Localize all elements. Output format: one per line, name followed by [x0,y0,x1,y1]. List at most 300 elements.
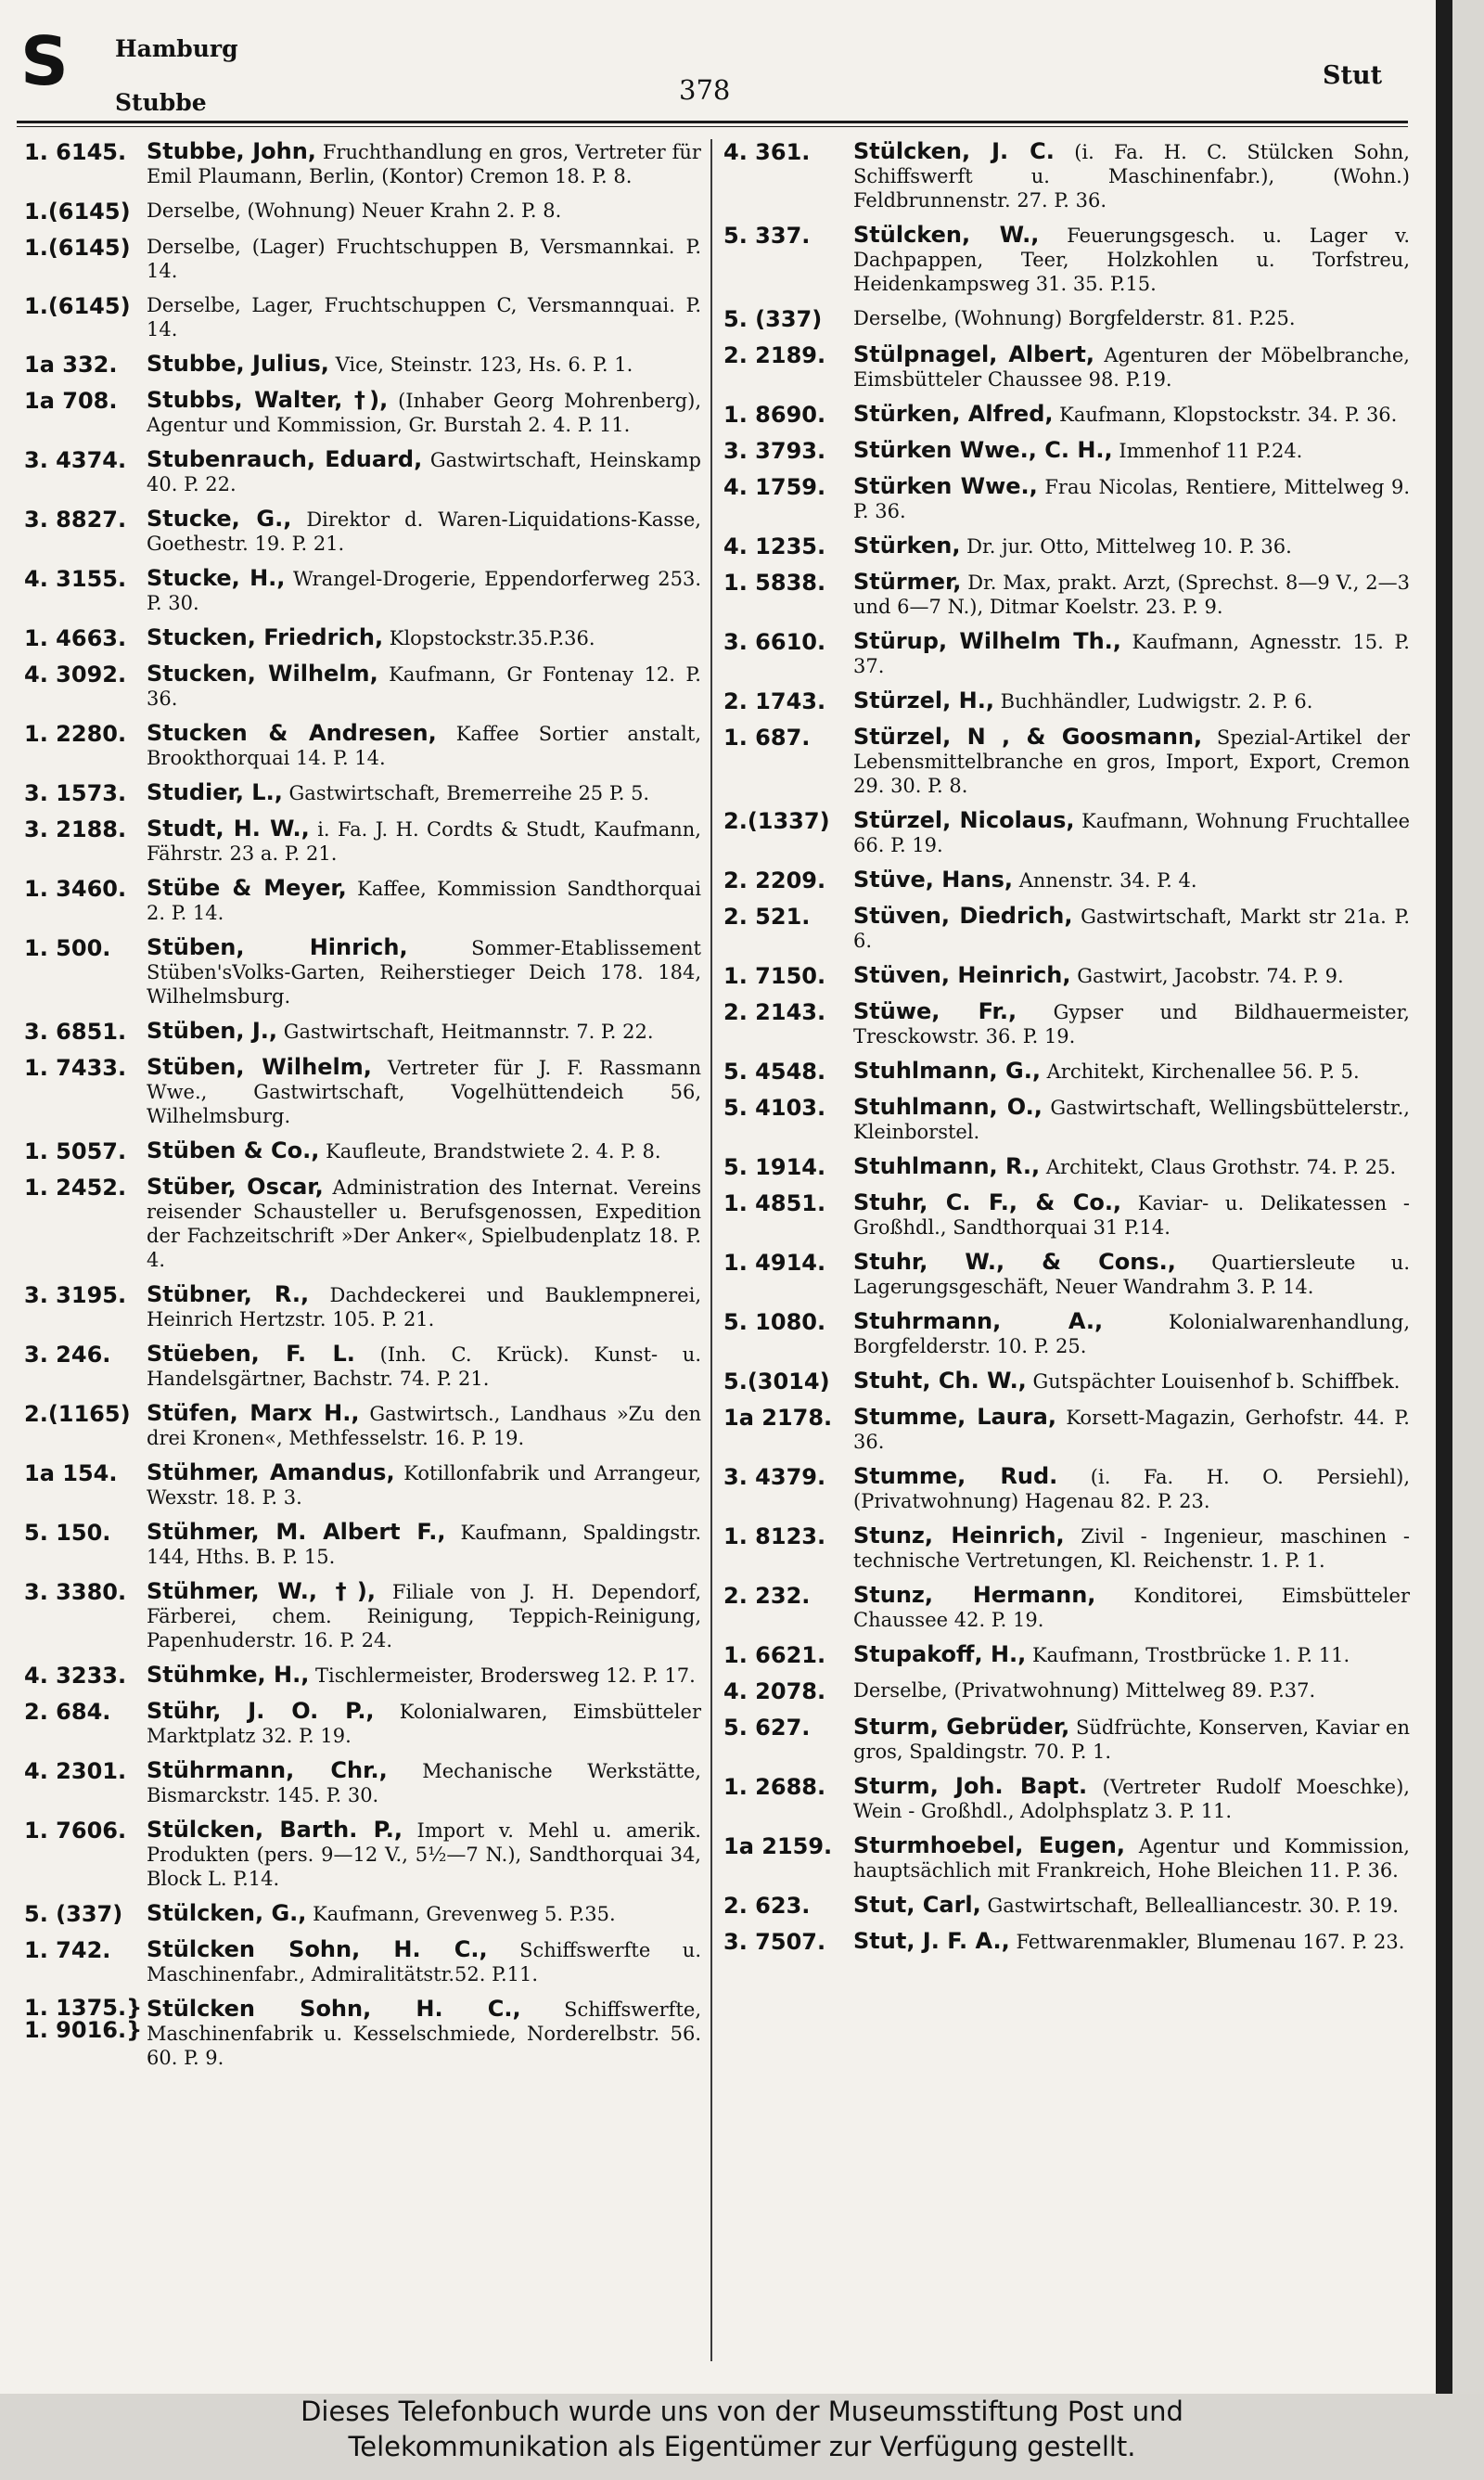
phone-number: 5. 337. [723,223,811,249]
subscriber-details: Derselbe, Lager, Fruchtschuppen C, Versmannquai. P. 14. [147,294,701,341]
entry-text [853,402,1410,427]
phone-number: 3. 7507. [723,1929,826,1955]
subscriber-details: Kaviar- u. Delikatessen - Großhdl., Sandthorquai 31 P.14. [853,1192,1410,1239]
subscriber-name: Stülcken, Barth. P., [147,1817,403,1843]
subscriber-details: Fruchthandlung en gros, Vertreter für Emil Plaumann, Berlin, (Kontor) Cremon 18. P. 8. [147,141,701,187]
subscriber-name: Stüve, Hans, [853,867,1014,893]
phone-number: 3. 6851. [24,1019,127,1045]
subscriber-name: Stürzel, H., [853,687,994,713]
entry-text [147,935,701,1009]
directory-entry [723,1583,1410,1632]
entry-text [147,1019,701,1044]
phone-number: 5. 150. [24,1520,111,1546]
subscriber-name: Stülcken Sohn, H. C., [147,1936,488,1962]
entry-text [147,816,701,866]
subscriber-name: Stuhr, C. F., & Co., [853,1189,1122,1215]
subscriber-details: Gastwirtschaft, Bellealliancestr. 30. P. 19. [987,1895,1399,1917]
subscriber-details: Gastwirt, Jacobstr. 74. P. 9. [1077,965,1344,987]
phone-number: 1. 1375.} 1. 9016.} [24,1995,143,2043]
directory-entry [723,1929,1410,1955]
directory-entry [24,1758,701,1807]
subscriber-details: Vice, Steinstr. 123, Hs. 6. P. 1. [335,353,633,376]
subscriber-details: Spezial-Artikel der Lebensmittelbranche en gros, Import, Export, Cremon 29. 30. P. 8. [853,726,1410,797]
entry-text [853,1523,1410,1573]
entry-text [853,725,1410,798]
phone-number: 1. 8123. [723,1523,826,1549]
directory-entry [723,342,1410,392]
directory-entry [24,1901,701,1927]
entry-text [853,1190,1410,1240]
city-heading: Hamburg [115,35,238,62]
phone-number: 1. 4851. [723,1190,826,1216]
subscriber-name: Stüben, Hinrich, [147,934,408,960]
subscriber-details: Kaufmann, Spaldingstr. 144, Hths. B. P. 15. [147,1522,702,1568]
phone-number: 2. 684. [24,1699,111,1725]
subscriber-name: Stühr, J. O. P., [147,1698,375,1724]
entry-text [853,1095,1410,1144]
phone-number: 5. 627. [723,1715,811,1741]
directory-entry [723,306,1410,332]
directory-entry [723,904,1410,953]
subscriber-name: Stürmer, [853,569,962,595]
subscriber-name: Stürken Wwe., [853,473,1038,499]
header-rule-thin [17,126,1408,127]
directory-entry [723,725,1410,798]
entry-text [853,1642,1410,1667]
directory-entry [723,1523,1410,1573]
subscriber-name: Stülcken, W., [853,222,1040,248]
entry-text [853,1464,1410,1513]
phone-number: 1. 742. [24,1937,111,1963]
subscriber-name: Stuhrmann, A., [853,1308,1104,1334]
phone-number: 3. 3380. [24,1579,127,1605]
subscriber-details: Tischlermeister, Brodersweg 12. P. 17. [315,1664,696,1687]
subscriber-details: Wrangel-Drogerie, Eppendorferweg 253. P. 30. [147,568,701,614]
subscriber-details: Kolonialwarenhandlung, Borgfelderstr. 10. P. 25. [853,1311,1410,1357]
subscriber-name: Stüven, Heinrich, [853,962,1071,988]
phone-number: 1. 4663. [24,625,127,651]
page-number: 378 [679,74,731,106]
entry-text [147,1579,701,1652]
subscriber-details: Kolonialwaren, Eimsbütteler Marktplatz 32. P. 19. [147,1701,701,1747]
subscriber-name: Stumme, Rud. [853,1463,1058,1489]
directory-entry [24,139,701,188]
subscriber-name: Stühmer, M. Albert F., [147,1519,446,1545]
subscriber-name: Stürzel, N , & Goosmann, [853,724,1203,750]
phone-number: 1. 3460. [24,876,127,902]
directory-entry [24,662,701,711]
subscriber-details: Kaufmann, Agnesstr. 15. P. 37. [853,631,1410,677]
directory-entry [723,402,1410,428]
subscriber-name: Studier, L., [147,779,283,805]
subscriber-details: Derselbe, (Privatwohnung) Mittelweg 89. P.37. [853,1679,1316,1702]
phone-number: 3. 4379. [723,1464,826,1490]
subscriber-details: Schiffswerfte u. Maschinenfabr., Admiralitätstr.52. P.11. [147,1939,701,1985]
directory-entry [24,1937,701,1986]
entry-text [147,1175,701,1272]
directory-entry [723,1893,1410,1919]
phone-number: 4. 3092. [24,662,127,687]
subscriber-details: Gastwirtschaft, Heitmannstr. 7. P. 22. [283,1021,654,1043]
phone-number: 5. (337) [723,306,823,332]
subscriber-name: Stumme, Laura, [853,1404,1056,1430]
subscriber-details: Dr. Max, prakt. Arzt, (Sprechst. 8—9 V., 2—3 und 6—7 N.), Ditmar Koelstr. 23. P. 9. [853,572,1410,618]
subscriber-details: Korsett-Magazin, Gerhofstr. 44. P. 36. [853,1407,1410,1453]
subscriber-details: Kaufmann, Trostbrücke 1. P. 11. [1031,1644,1350,1666]
subscriber-name: Stüeben, F. L. [147,1341,355,1367]
entry-text [853,1154,1410,1179]
subscriber-details: Gastwirtschaft, Heinskamp 40. P. 22. [147,449,701,495]
subscriber-details: Dr. jur. Otto, Mittelweg 10. P. 36. [966,535,1292,558]
phone-number: 1a 154. [24,1460,118,1486]
phone-number: 4. 1759. [723,474,826,500]
directory-entry [723,963,1410,989]
section-letter: S [20,22,69,100]
subscriber-name: Stübner, R., [147,1281,310,1307]
directory-entry [723,1309,1410,1358]
subscriber-name: Stuhlmann, O., [853,1094,1043,1120]
phone-number: 2. 1743. [723,688,826,714]
directory-entry [24,1175,701,1272]
entry-text [853,1250,1410,1299]
subscriber-name: Stubbe, Julius, [147,351,329,377]
entry-text [147,1818,701,1891]
subscriber-details: Import v. Mehl u. amerik. Produkten (pers. 9—12 V., 5½—7 N.), Sandthorquai 34, Block L. P.14. [147,1819,701,1890]
directory-entry [723,1095,1410,1144]
entry-text [147,780,701,805]
entry-text [147,1055,701,1128]
subscriber-details: Gypser und Bildhauermeister, Tresckowstr. 36. P. 19. [853,1001,1410,1047]
directory-entry [723,1154,1410,1180]
directory-entry [24,1579,701,1652]
entry-text [147,721,701,770]
subscriber-name: Stucke, G., [147,506,292,532]
entry-text [147,352,701,377]
directory-entry [24,1663,701,1689]
subscriber-details: Gastwirtschaft, Bremerreihe 25 P. 5. [288,782,650,804]
subscriber-details: Kaufmann, Grevenweg 5. P.35. [313,1903,616,1925]
directory-entry [24,507,701,556]
phone-number: 3. 6610. [723,629,826,655]
entry-text [853,1893,1410,1918]
directory-entry [723,1059,1410,1085]
directory-entry [24,1460,701,1510]
phone-number: 1. 2280. [24,721,127,747]
subscriber-details: Kaufmann, Gr Fontenay 12. P. 36. [147,663,701,710]
entry-text [853,999,1410,1048]
right-column [723,139,1410,1965]
subscriber-name: Stürzel, Nicolaus, [853,807,1075,833]
entry-text [853,139,1410,212]
column-divider [710,139,712,2361]
directory-entry [723,1678,1410,1704]
subscriber-name: Stülcken Sohn, H. C., [147,1996,521,2022]
directory-entry [723,139,1410,212]
subscriber-name: Stuht, Ch. W., [853,1368,1027,1394]
phone-number: 1a 2178. [723,1405,833,1431]
directory-entry [24,1401,701,1450]
phone-number: 4. 361. [723,139,811,165]
subscriber-name: Stupakoff, H., [853,1641,1027,1667]
directory-entry [24,1997,701,2070]
subscriber-details: Frau Nicolas, Rentiere, Mittelweg 9. P. 36. [853,476,1410,522]
subscriber-details: Kaufmann, Wohnung Fruchtallee 66. P. 19. [853,810,1410,856]
phone-number: 1. 7150. [723,963,826,989]
phone-number: 3. 1573. [24,780,127,806]
directory-entry [24,876,701,925]
phone-number: 5. 1914. [723,1154,826,1180]
entry-text [147,1460,701,1510]
entry-text [147,235,701,283]
left-column [24,139,701,2080]
subscriber-details: Kaufmann, Klopstockstr. 34. P. 36. [1059,404,1398,426]
subscriber-details: Klopstockstr.35.P.36. [389,627,595,649]
phone-number: 4. 2301. [24,1758,127,1784]
directory-entry [24,1818,701,1891]
entry-text [853,1309,1410,1358]
subscriber-details: Architekt, Kirchenallee 56. P. 5. [1046,1060,1360,1083]
entry-text [147,566,701,615]
subscriber-name: Stühmer, Amandus, [147,1459,395,1485]
phone-number: 4. 3155. [24,566,127,592]
directory-entry [723,1190,1410,1240]
range-end-heading: Stut [1323,61,1383,90]
subscriber-details: Quartiersleute u. Lagerungsgeschäft, Neuer Wandrahm 3. P. 14. [853,1252,1410,1298]
subscriber-name: Stüwe, Fr., [853,998,1017,1024]
subscriber-name: Stürken, Alfred, [853,401,1054,427]
directory-entry [723,999,1410,1048]
phone-number: 3. 8827. [24,507,127,533]
entry-text [147,1901,701,1926]
phone-number: 4. 3233. [24,1663,127,1689]
phone-number: 5.(3014) [723,1368,830,1394]
entry-text [853,867,1410,893]
directory-entry [723,867,1410,893]
directory-entry [24,199,701,225]
subscriber-details: Zivil - Ingenieur, maschinen - technische Vertretungen, Kl. Reichenstr. 1. P. 1. [853,1525,1410,1572]
phone-number: 1.(6145) [24,293,131,319]
directory-entry [24,1019,701,1045]
subscriber-details: Dachdeckerei und Bauklempnerei, Heinrich Hertzstr. 105. P. 21. [147,1284,702,1330]
phone-number: 2.(1165) [24,1401,131,1427]
subscriber-details: Filiale von J. H. Dependorf, Färberei, chem. Reinigung, Teppich-Reinigung, Papenhuderstr. 16. P. 24. [147,1581,701,1651]
subscriber-name: Stubbe, John, [147,138,316,164]
subscriber-details: Feuerungsgesch. u. Lager v. Dachpappen, Teer, Holzkohlen u. Torfstreu, Heidenkampsweg 31. 35. P.15. [853,225,1410,295]
directory-entry [723,223,1410,296]
entry-text [853,904,1410,953]
phone-number: 1. 6621. [723,1642,826,1668]
directory-entry [24,352,701,378]
range-start-heading: Stubbe [115,89,207,116]
directory-entry [24,780,701,806]
phone-number: 1a 2159. [723,1833,833,1859]
subscriber-details: Südfrüchte, Konserven, Kaviar en gros, Spaldingstr. 70. P. 1. [853,1716,1410,1763]
directory-entry [723,1464,1410,1513]
directory-entry [24,625,701,651]
entry-text [853,1929,1410,1954]
entry-text [853,570,1410,619]
phone-number: 2. 2209. [723,867,826,893]
subscriber-details: Mechanische Werkstätte, Bismarckstr. 145. P. 30. [147,1760,701,1806]
directory-entry [24,1699,701,1748]
entry-text [853,629,1410,678]
entry-text [853,1059,1410,1084]
directory-entry [24,1342,701,1391]
subscriber-details: Sommer-Etablissement Stüben'sVolks-Garten, Reiherstieger Deich 178. 184, Wilhelmsburg. [147,937,701,1008]
subscriber-name: Stucke, H., [147,565,286,591]
phone-number: 1. 7433. [24,1055,127,1081]
directory-entry [723,533,1410,559]
phone-number: 5. 4548. [723,1059,826,1085]
subscriber-name: Stühmer, W., †), [147,1578,376,1604]
footer-line-1: Dieses Telefonbuch wurde uns von der Museumsstiftung Post und [301,2396,1183,2427]
directory-entry [723,1250,1410,1299]
phone-number: 2. 232. [723,1583,811,1609]
phone-number: 1a 708. [24,388,118,414]
subscriber-name: Stürken, [853,533,961,559]
phone-number: 4. 1235. [723,533,826,559]
entry-text [147,507,701,556]
subscriber-name: Stuhlmann, R., [853,1153,1041,1179]
subscriber-name: Stühmke, H., [147,1662,310,1688]
directory-entry [723,1405,1410,1454]
entry-text [853,1368,1410,1394]
directory-entry [723,688,1410,714]
entry-text [147,1699,701,1748]
phone-number: 5. 4103. [723,1095,826,1121]
subscriber-details: (Vertreter Rudolf Moeschke), Wein - Großhdl., Adolphsplatz 3. P. 11. [853,1776,1410,1822]
subscriber-details: (i. Fa. H. C. Stülcken Sohn, Schiffswerft u. Maschinenfabr.), (Wohn.) Feldbrunnenstr. 27. P. 36. [853,141,1410,212]
subscriber-name: Stunz, Hermann, [853,1582,1096,1608]
directory-entry [24,293,701,341]
directory-entry [24,1055,701,1128]
phone-number: 1. 687. [723,725,811,751]
directory-entry [723,1368,1410,1394]
phone-number: 1. 500. [24,935,111,961]
phone-number: 1. 5057. [24,1138,127,1164]
subscriber-name: Stürken Wwe., C. H., [853,437,1113,463]
subscriber-name: Stut, J. F. A., [853,1928,1010,1954]
subscriber-name: Stüben, J., [147,1018,278,1044]
subscriber-details: Gastwirtschaft, Wellingsbüttelerstr., Kleinborstel. [853,1097,1410,1143]
entry-text [147,199,701,223]
directory-entry [24,816,701,866]
entry-text [853,963,1410,988]
phone-number: 3. 3793. [723,438,826,464]
phone-number: 1. 2688. [723,1774,826,1800]
directory-entry [24,388,701,437]
subscriber-details: (Inhaber Georg Mohrenberg), Agentur und Kommission, Gr. Burstah 2. 4. P. 11. [147,390,701,436]
subscriber-name: Studt, H. W., [147,816,310,842]
entry-text [147,447,701,496]
subscriber-details: Kotillonfabrik und Arrangeur, Wexstr. 18. P. 3. [147,1462,701,1509]
subscriber-name: Stülcken, J. C. [853,138,1055,164]
subscriber-details: Derselbe, (Lager) Fruchtschuppen B, Versmannkai. P. 14. [147,236,701,282]
subscriber-details: Derselbe, (Wohnung) Borgfelderstr. 81. P.25. [853,307,1296,329]
entry-text [853,1774,1410,1823]
directory-entry [24,1520,701,1569]
entry-text [853,342,1410,392]
directory-entry [24,566,701,615]
subscriber-details: Kaufleute, Brandstwiete 2. 4. P. 8. [326,1140,661,1163]
directory-entry [723,474,1410,523]
subscriber-name: Stunz, Heinrich, [853,1523,1065,1548]
entry-text [853,1715,1410,1764]
entry-text [147,388,701,437]
phone-number: 1. 5838. [723,570,826,596]
phone-number: 1.(6145) [24,235,131,261]
subscriber-name: Stürup, Wilhelm Th., [853,628,1121,654]
phone-number: 2. 2143. [723,999,826,1025]
entry-text [147,1282,701,1331]
entry-text [853,808,1410,857]
entry-text [147,662,701,711]
subscriber-details: Administration des Internat. Vereins reisender Schausteller u. Berufsgenossen, Expedition der Fachzeitschrift »Der Anker«, Spielbudenplatz 18. P. 4. [147,1176,701,1271]
entry-text [147,1663,701,1688]
directory-entry [24,1138,701,1164]
entry-text [147,139,701,188]
subscriber-name: Stubbs, Walter, †), [147,387,389,413]
directory-entry [24,935,701,1009]
subscriber-name: Stucken, Friedrich, [147,624,384,650]
phone-number: 2. 2189. [723,342,826,368]
phone-number: 1. 2452. [24,1175,127,1201]
entry-text [853,1405,1410,1454]
phone-number: 5. (337) [24,1901,123,1927]
subscriber-details: Annenstr. 34. P. 4. [1018,869,1197,892]
phone-number: 2. 623. [723,1893,811,1919]
directory-entry [24,447,701,496]
subscriber-name: Sturm, Joh. Bapt. [853,1773,1088,1799]
subscriber-name: Stuhlmann, G., [853,1058,1041,1084]
entry-text [853,223,1410,296]
entry-text [147,1997,701,2070]
directory-entry [723,438,1410,464]
entry-text [147,1520,701,1569]
entry-text [853,1678,1410,1703]
subscriber-name: Stülpnagel, Albert, [853,341,1094,367]
entry-text [853,1583,1410,1632]
subscriber-details: Derselbe, (Wohnung) Neuer Krahn 2. P. 8. [147,199,562,222]
subscriber-details: i. Fa. J. H. Cordts & Studt, Kaufmann, Fährstr. 23 a. P. 21. [147,818,701,865]
subscriber-name: Stucken & Andresen, [147,720,437,746]
subscriber-name: Stubenrauch, Eduard, [147,446,423,472]
directory-entry [24,235,701,283]
phone-number: 3. 2188. [24,816,127,842]
phone-number: 3. 4374. [24,447,127,473]
subscriber-name: Stut, Carl, [853,1892,981,1918]
phone-number: 3. 246. [24,1342,111,1368]
directory-entry [723,808,1410,857]
entry-text [147,1401,701,1450]
directory-entry [723,1715,1410,1764]
subscriber-name: Sturm, Gebrüder, [853,1714,1070,1740]
entry-text [853,1833,1410,1882]
entry-text [147,1758,701,1807]
phone-number: 1. 7606. [24,1818,127,1844]
phone-number: 5. 1080. [723,1309,826,1335]
subscriber-details: Immenhof 11 P.24. [1119,440,1303,462]
header-rule [17,121,1408,123]
subscriber-name: Sturmhoebel, Eugen, [853,1832,1125,1858]
phone-number: 2. 521. [723,904,811,930]
subscriber-details: Gutspächter Louisenhof b. Schiffbek. [1032,1370,1401,1393]
directory-entry [24,1282,701,1331]
phone-number: 1. 8690. [723,402,826,428]
subscriber-details: Architekt, Claus Grothstr. 74. P. 25. [1045,1156,1397,1178]
subscriber-details: Direktor d. Waren-Liquidations-Kasse, Goethestr. 19. P. 21. [147,508,701,555]
subscriber-name: Stülcken, G., [147,1900,307,1926]
